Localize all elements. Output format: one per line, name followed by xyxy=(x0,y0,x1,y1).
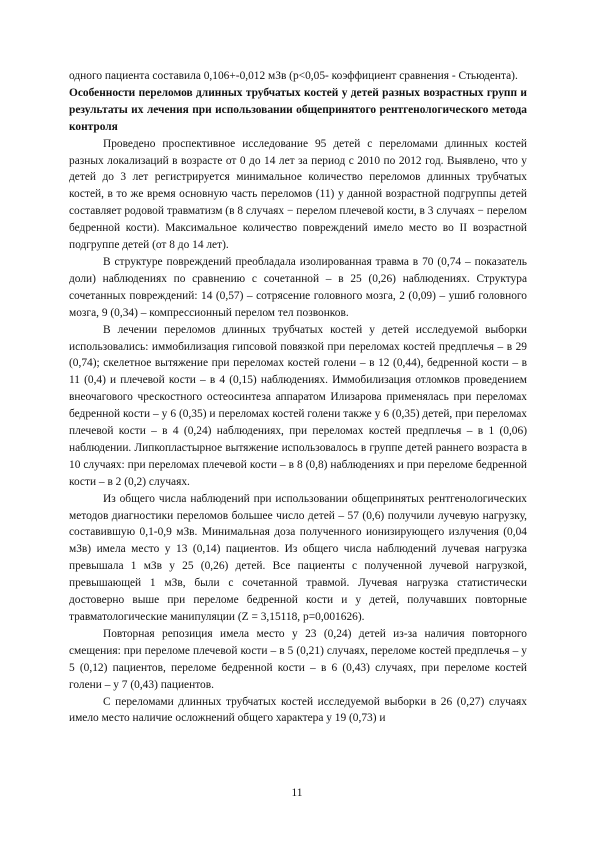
page-body xyxy=(69,68,527,727)
body-paragraph: С переломами длинных трубчатых костей исследуемой выборки в 26 (0,27) случаях имело место наличие осложнений общего характера у 19 (0,73) и xyxy=(69,695,527,725)
body-paragraph: Повторная репозиция имела место у 23 (0,24) детей из-за наличия повторного смещения: при переломе плечевой кости – в 5 (0,21) случаях, переломе костей предплечья – у 5 (0,12) пациентов, переломе бедренной кости – в 6 (0,43) случаях, при переломе костей голени – у 7 (0,43) пациентов. xyxy=(69,627,527,691)
body-paragraph: В структуре повреждений преобладала изолированная травма в 70 (0,74 – показатель доли) наблюдениях по сравнению с сочетанной – в 25 (0,26) наблюдениях. Структура сочетанных повреждений: 14 (0,57) – сотрясение головного мозга, 2 (0,09) – ушиб головного мозга, 9 (0,34) – компрессионный перелом тел позвонков. xyxy=(69,255,527,319)
lead-paragraph: одного пациента составила 0,106+-0,012 мЗв (p<0,05- коэффициент сравнения - Стьюдента). xyxy=(69,70,518,82)
body-paragraph: Проведено проспективное исследование 95 детей с переломами длинных костей разных локализаций в возрасте от 0 до 14 лет за период с 2010 по 2012 год. Выявлено, что у детей до 3 лет регистрируется минимальное количество переломов длинных трубчатых костей, в то же время основную часть переломов (11) у данной возрастной подгруппы детей составляет родовой травматизм (в 8 случаях − перелом плечевой кости, в 3 случаях − перелом бедренной кости). Максимальное количество повреждений имело место во II возрастной подгруппе детей (от 8 до 14 лет). xyxy=(69,137,527,252)
article-title: Особенности переломов длинных трубчатых костей у детей разных возрастных групп и результаты их лечения при использовании общепринятого рентгенологического метода контроля xyxy=(69,86,527,133)
body-paragraph: В лечении переломов длинных трубчатых костей у детей исследуемой выборки использовались: иммобилизация гипсовой повязкой при переломах костей предплечья – в 29 (0,74); скелетное вытяжение при переломах костей голени – в 12 (0,44), бедренной кости – в 11 (0,4) и плечевой кости – в 4 (0,15) наблюдениях. Иммобилизация отломков проведением внеочагового чрескостного остеосинтеза аппаратом Илизарова применялась при переломах бедренной кости – у 6 (0,35) и переломах костей голени также у 6 (0,35) детей, при переломах плечевой кости – в 4 (0,24) наблюдениях, при переломах костей предплечья – в 1 (0,06) наблюдении. Липкопластырное вытяжение использовалось в группе детей раннего возраста в 10 случаях: при переломах плечевой кости – в 8 (0,8) наблюдениях и при переломе бедренной кости – в 2 (0,2) случаях. xyxy=(69,323,527,488)
body-paragraph: Из общего числа наблюдений при использовании общепринятых рентгенологических методов диагностики переломов большее число детей – 57 (0,6) получили лучевую нагрузку, составившую 0,1-0,9 мЗв. Минимальная доза полученного ионизирующего излучения (0,04 мЗв) имела место у 13 (0,14) пациентов. Из общего числа наблюдений лучевая нагрузка превышала 1 мЗв у 25 (0,26) детей. Все пациенты с полученной лучевой нагрузкой, превышающей 1 мЗв, были с сочетанной травмой. Лучевая нагрузка статистически достоверно выше при переломе бедренной кости и у детей, получавших повторные травматологические манипуляции (Z = 3,15118, p=0,001626). xyxy=(69,492,527,623)
page-number: 11 xyxy=(291,787,303,799)
